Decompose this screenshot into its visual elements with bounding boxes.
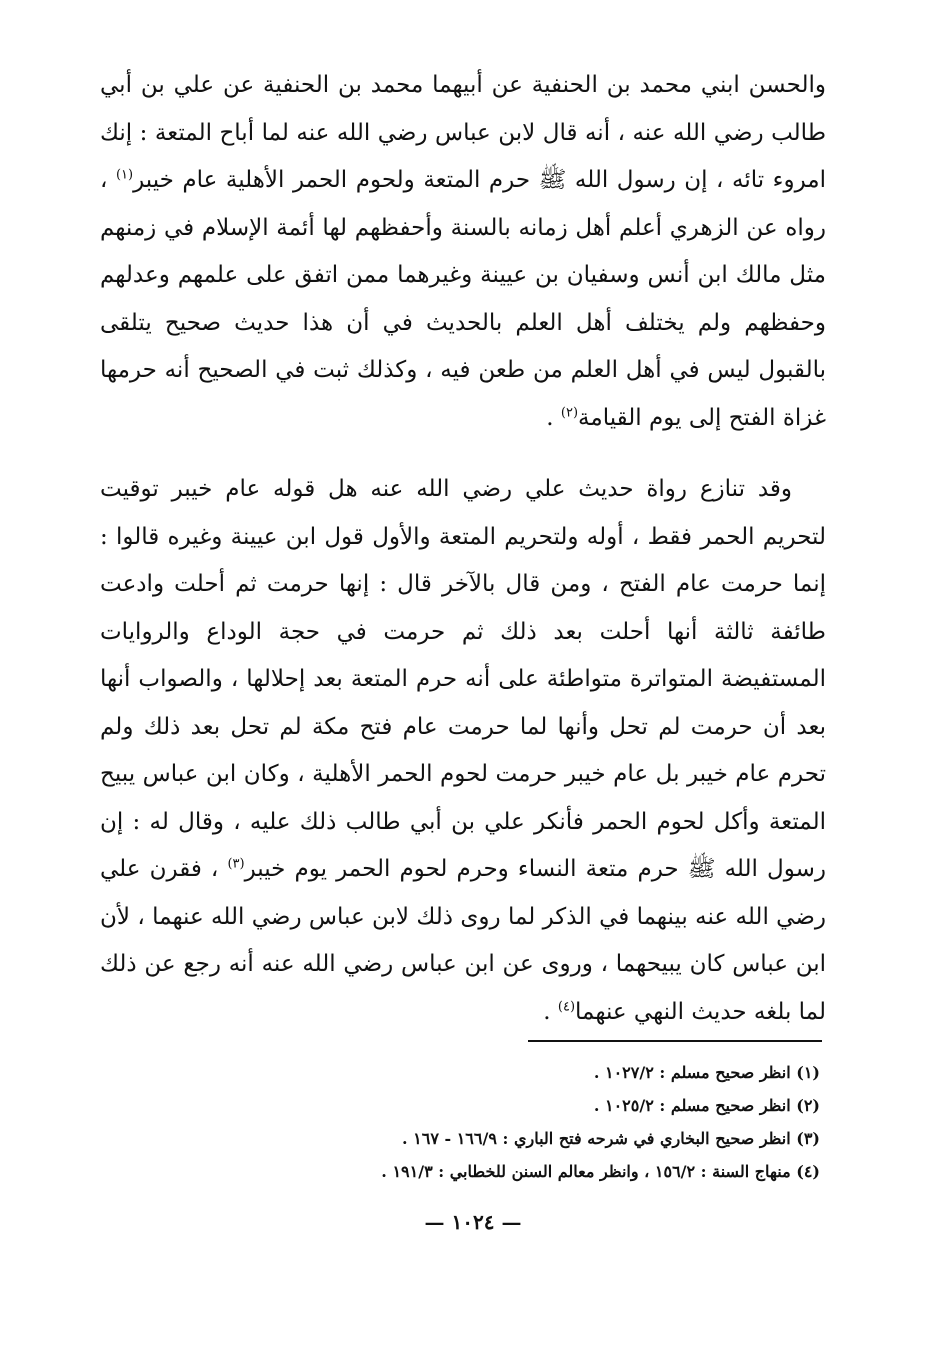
- footnote-ref-3: (٣): [227, 856, 245, 872]
- footnote-4: (٤) منهاج السنة : ١٥٦/٢ ، وانظر معالم السنن للخطابي : ١٩١/٣ .: [381, 1162, 820, 1181]
- text-run: .: [546, 404, 561, 431]
- text-run: وقد تنازع رواة حديث علي رضي الله عنه هل قوله عام خيبر توقيت لتحريم الحمر فقط ، أوله ولتحريم المتعة والأول قول ابن عيينة وغيره قالوا : إنما حرمت عام الفتح ، ومن قال بالآخر قال : إنها حرمت ثم أحلت وادعت طائفة ثالثة أنها أحلت بعد ذلك ثم حرمت في حجة الوداع والروايات المستفيضة المتواترة متواطئة على أنه حرم المتعة بعد إحلالها ، والصواب أنها بعد أن حرمت لم تحل وأنها لما حرمت عام فتح مكة لم تحل بعد ذلك ولم تحرم عام خيبر بل عام خيبر حرمت لحوم الحمر الأهلية ، وكان ابن عباس يبيح المتعة وأكل لحوم الحمر فأنكر علي بن أبي طالب ذلك عليه ، وقال له : إن رسول الله ﷺ حرم متعة النساء وحرم لحوم الحمر يوم خيبر: [100, 476, 827, 882]
- page-number: — ١٠٢٤ —: [424, 1210, 522, 1234]
- footnote-ref-1: (١): [115, 167, 134, 183]
- text-run: ، رواه عن الزهري أعلم أهل زمانه بالسنة وأحفظهم لها أئمة الإسلام في زمنهم مثل مالك ابن أنس وسفيان بن عيينة وغيرهما ممن اتفق على علمهم وعدلهم وحفظهم ولم يختلف أهل العلم بالحديث في أن هذا حديث صحيح يتلقى بالقبول ليس في أهل العلم من طعن فيه ، وكذلك ثبت في الصحيح أنه حرمها غزاة الفتح إلى يوم القيامة: [100, 167, 826, 431]
- text-run: .: [543, 998, 558, 1025]
- footnote-2: (٢) انظر صحيح مسلم : ١٠٢٥/٢ .: [593, 1096, 820, 1115]
- footnote-ref-4: (٤): [557, 998, 576, 1014]
- footnotes: [220, 1056, 820, 1188]
- footnote-ref-2: (٢): [560, 404, 579, 420]
- paragraph-1: [100, 62, 826, 442]
- paragraph-2: [100, 466, 826, 1036]
- text-run: ، فقرن علي رضي الله عنه بينهما في الذكر لما روى ذلك لابن عباس رضي الله عنهما ، لأن ابن عباس كان يبيحهما ، وروى عن ابن عباس رضي الله عنه أنه رجع عن ذلك لما بلغه حديث النهي عنهما: [100, 856, 826, 1025]
- footnote-3: (٣) انظر صحيح البخاري في شرحه فتح الباري : ١٦٦/٩ - ١٦٧ .: [402, 1129, 820, 1148]
- footnote-divider: [528, 1040, 822, 1042]
- text-run: والحسن ابني محمد بن الحنفية عن أبيهما محمد بن الحنفية عن علي بن أبي طالب رضي الله عنه ، أنه قال لابن عباس رضي الله عنه لما أباح المتعة : إنك امروء تائه ، إن رسول الله ﷺ حرم المتعة ولحوم الحمر الأهلية عام خيبر: [100, 72, 826, 193]
- main-text: [100, 62, 826, 1036]
- footnote-1: (١) انظر صحيح مسلم : ١٠٢٧/٢ .: [593, 1063, 820, 1082]
